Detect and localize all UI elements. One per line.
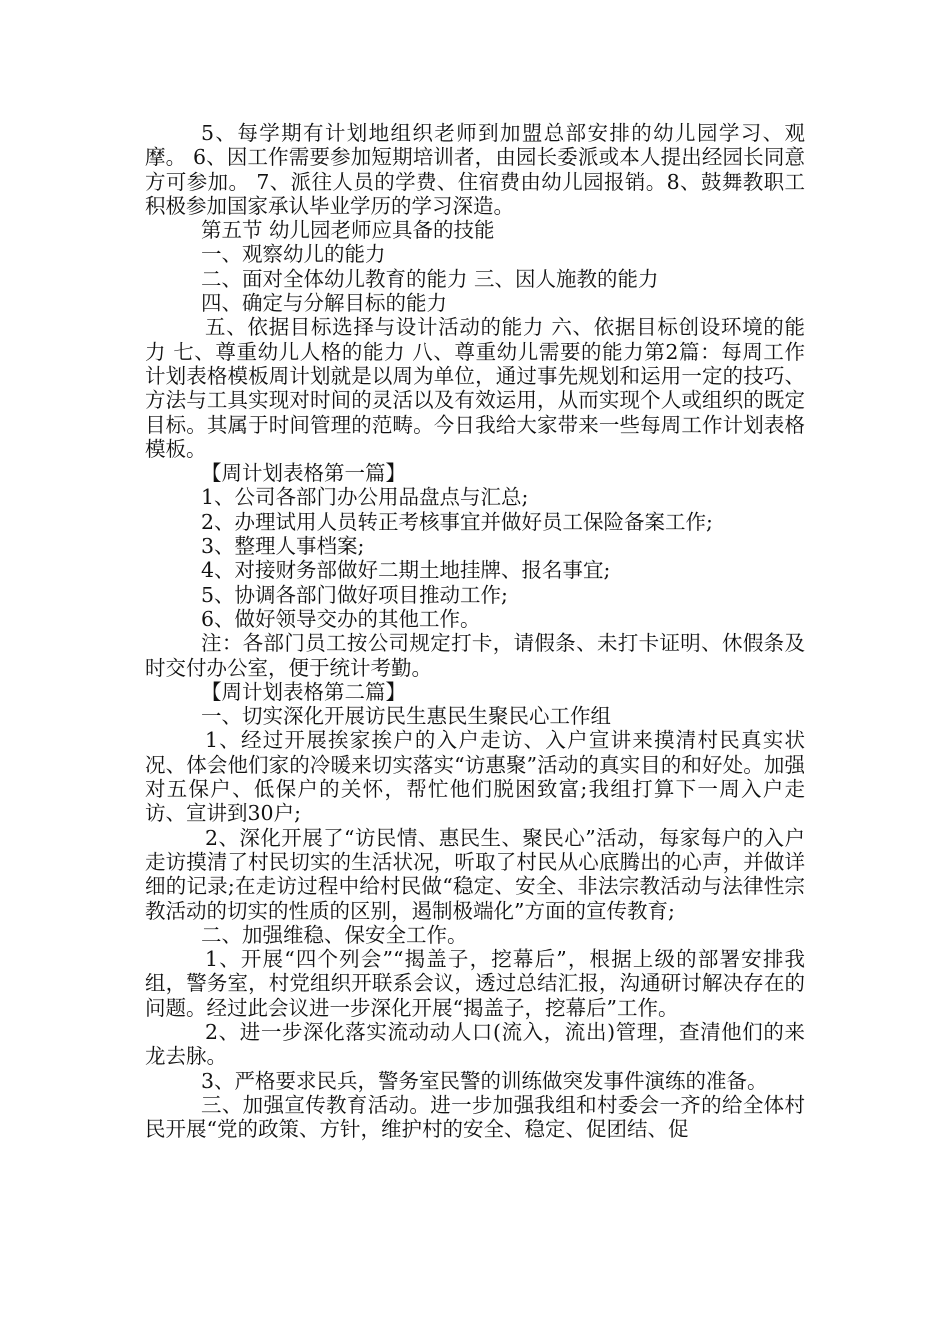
list-item: 5、协调各部门做好项目推动工作; <box>201 582 508 607</box>
section-heading-skills: 第五节 幼儿园老师应具备的技能 <box>201 218 495 243</box>
section-heading: 二、加强维稳、保安全工作。 <box>201 922 468 947</box>
paragraph-item: 2、进一步深化落实流动动人口(流入，流出)管理，查清他们的来龙去脉。 <box>145 1019 805 1069</box>
paragraph-item: 2、深化开展了“访民情、惠民生、聚民心”活动，每家每户的入户走访摸清了村民切实的生活状况，听取了村民从心底腾出的心声，并做详细的记录;在走访过程中给村民做“稳定、安全、非法宗教活动与法律性宗教活动的切实的性质的区别，遏制极端化”方面的宣传教育; <box>145 825 805 923</box>
document-body <box>145 121 805 1141</box>
paragraph-item: 1、经过开展挨家挨户的入户走访、入户宣讲来摸清村民真实状况、体会他们家的冷暖来切实落实“访惠聚”活动的真实目的和好处。加强对五保户、低保户的关怀，帮忙他们脱困致富;我组打算下一周入户走访、宣讲到30户; <box>145 728 805 826</box>
section-heading: 一、切实深化开展访民生惠民生聚民心工作组 <box>201 704 611 729</box>
list-item: 1、公司各部门办公用品盘点与汇总; <box>201 485 529 510</box>
list-item: 2、办理试用人员转正考核事宜并做好员工保险备案工作; <box>201 509 713 534</box>
plan-heading-second: 【周计划表格第二篇】 <box>201 679 406 704</box>
list-item: 3、整理人事档案; <box>201 534 365 559</box>
paragraph-item: 3、严格要求民兵，警务室民警的训练做突发事件演练的准备。 <box>201 1068 768 1093</box>
list-item: 二、面对全体幼儿教育的能力 三、因人施教的能力 <box>201 266 659 291</box>
plan-heading-first: 【周计划表格第一篇】 <box>201 461 406 486</box>
list-item: 6、做好领导交办的其他工作。 <box>201 606 481 631</box>
paragraph-item: 三、加强宣传教育活动。进一步加强我组和村委会一齐的给全体村民开展“党的政策、方针，维护村的安全、稳定、促团结、促 <box>145 1092 805 1142</box>
list-item: 一、观察幼儿的能力 <box>201 242 386 267</box>
paragraph-training-rules: 5、每学期有计划地组织老师到加盟总部安排的幼儿园学习、观摩。 6、因工作需要参加短期培训者，由园长委派或本人提出经园长同意方可参加。 7、派往人员的学费、住宿费由幼儿园报销。8、鼓舞教职工积极参加国家承认毕业学历的学习深造。 <box>145 121 805 218</box>
note-paragraph: 注：各部门员工按公司规定打卡，请假条、未打卡证明、休假条及时交付办公室，便于统计考勤。 <box>145 631 805 680</box>
paragraph-item: 1、开展“四个列会”“揭盖子，挖幕后”，根据上级的部署安排我组，警务室，村党组织开联系会议，透过总结汇报，沟通研讨解决存在的问题。经过此会议进一步深化开展“揭盖子，挖幕后”工作。 <box>145 947 805 1020</box>
paragraph-skills-and-intro: 五、依据目标选择与设计活动的能力 六、依据目标创设环境的能力 七、尊重幼儿人格的能力 八、尊重幼儿需要的能力第2篇：每周工作计划表格模板周计划就是以周为单位，通过事先规划和运用一定的技巧、方法与工具实现对时间的灵活以及有效运用，从而实现个人或组织的既定目标。其属于时间管理的范畴。今日我给大家带来一些每周工作计划表格模板。 <box>145 315 805 461</box>
list-item: 4、对接财务部做好二期土地挂牌、报名事宜; <box>201 558 611 583</box>
list-item: 四、确定与分解目标的能力 <box>201 291 447 316</box>
